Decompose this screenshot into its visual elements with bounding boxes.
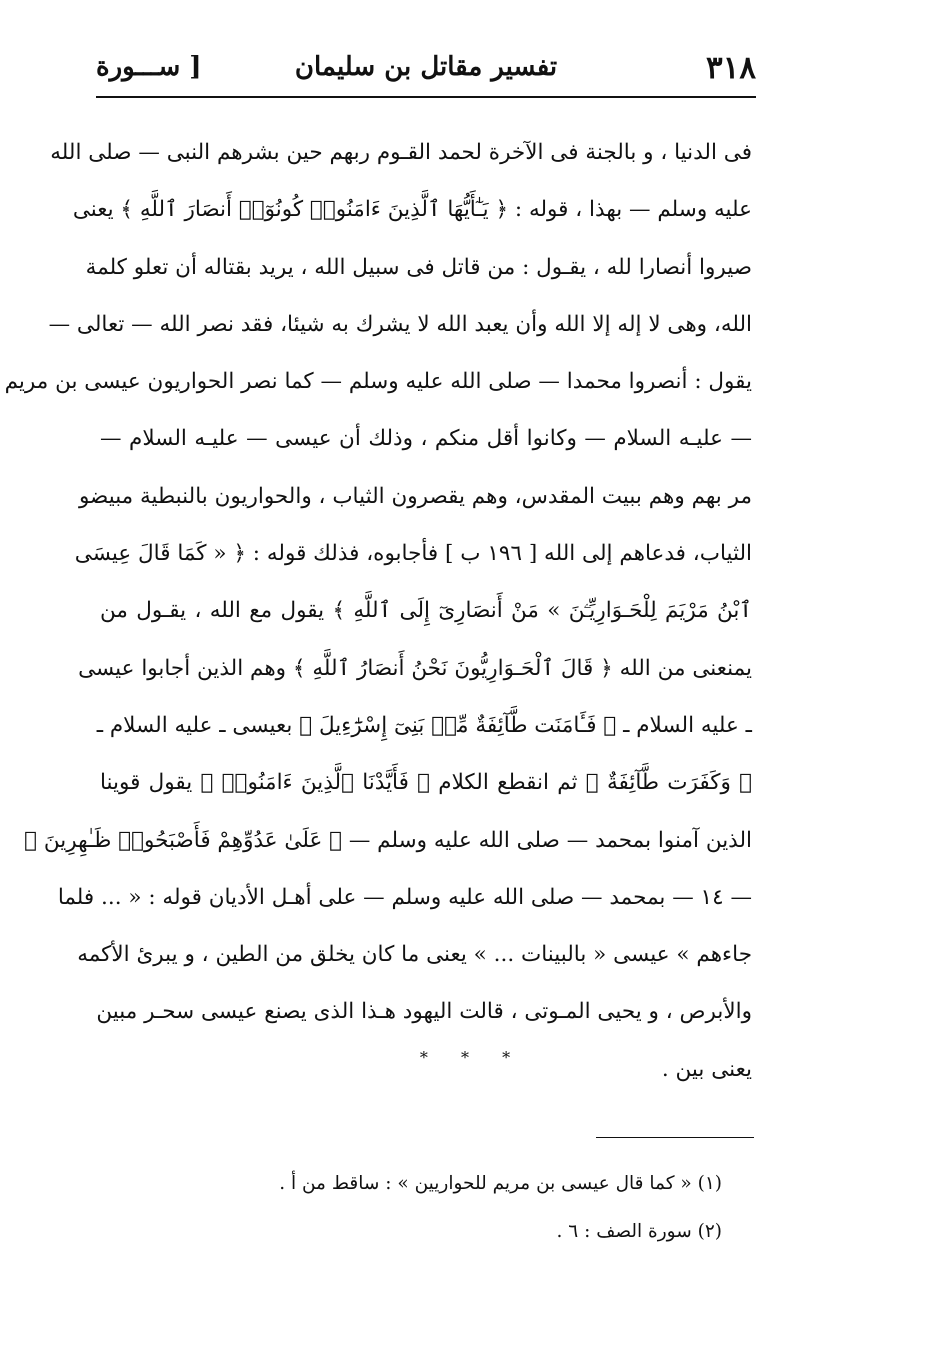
page-number: ٣١٨: [706, 50, 756, 86]
text-line: ﴿ وَكَفَرَت طَّآئِفَةٌ ﴾ ثم انقطع الكلام ﴿ فَأَيَّدْنَا ٱلَّذِينَ ءَامَنُوا۟ ﴾ يقول قوينا: [100, 770, 752, 796]
running-title: تفسير مقاتل بن سليمان: [294, 52, 558, 82]
footnote-2: (٢) سورة الصف : ٦ .: [556, 1221, 722, 1242]
text-line: الثياب، فدعاهم إلى الله [ ١٩٦ ب ] فأجابوه، فذلك قوله : ﴿ « كَمَا قَالَ عِيسَى: [74, 541, 752, 567]
text-line: صيروا أنصارا لله ، يقـول : من قاتل فى سبيل الله ، يريد بقتاله أن تعلو كلمة: [85, 254, 752, 280]
header-rule: [96, 96, 756, 98]
text-line: يقول : أنصروا محمدا — صلى الله عليه وسلم — كما نصر الحواريون عيسى بن مريم: [4, 369, 752, 395]
footnotes: [279, 1160, 722, 1256]
text-line: عليه وسلم — بهذا ، قوله : ﴿ يَـٰٓأَيُّهَا ٱلَّذِينَ ءَامَنُوا۟ كُونُوٓا۟ أَنصَارَ ٱللَّهِ ﴾ يعنى: [72, 197, 752, 223]
surah-label: [ ســـورة: [96, 52, 202, 82]
text-line: والأبرص ، و يحيى المـوتى ، قالت اليهود هـذا الذى يصنع عيسى سحـر مبين: [96, 999, 752, 1025]
text-line: جاءهم » عيسى « بالبينات ... » يعنى ما كان يخلق من الطين ، و يبرئ الأكمه: [77, 942, 752, 968]
text-line: يمنعنى من الله ﴿ قَالَ ٱلْحَـوَارِيُّونَ نَحْنُ أَنصَارُ ٱللَّهِ ﴾ وهم الذين أجابوا عيسى: [78, 655, 752, 681]
footnote-1: (١) « كما قال عيسى بن مريم للحواريين » : ساقط من أ .: [279, 1173, 722, 1194]
text-line: ـ عليه السلام ـ ﴿ فَـَٔامَنَت طَّآئِفَةٌ مِّنۢ بَنِىٓ إِسْرَٰٓءِيلَ ﴾ بعيسى ـ عليه السلام ـ: [96, 712, 752, 738]
page-header: [96, 40, 756, 98]
text-line: الذين آمنوا بمحمد — صلى الله عليه وسلم — ﴿ عَلَىٰ عَدُوِّهِمْ فَأَصْبَحُوا۟ ظَـٰهِرِينَ ﴾: [24, 827, 752, 853]
text-line: مر بهم وهم ببيت المقدس، وهم يقصرون الثياب ، والحواريون بالنبطية مبيضو: [78, 483, 752, 509]
footnote-rule: [596, 1137, 754, 1138]
text-line: فى الدنيا ، و بالجنة فى الآخرة لحمد القـوم ربهم حين بشرهم النبى — صلى الله: [50, 140, 752, 165]
body-text: [4, 124, 752, 1098]
section-separator: * * *: [419, 1048, 525, 1067]
text-line: يعنى بين .: [661, 1056, 752, 1082]
text-line: — ١٤ — بمحمد — صلى الله عليه وسلم — على أهـل الأديان قوله : « ... فلما: [57, 884, 752, 910]
text-line: — عليـه السلام — وكانوا أقل منكم ، وذلك أن عيسى — عليـه السلام —: [100, 426, 752, 452]
text-line: الله، وهى لا إله إلا الله وأن يعبد الله لا يشرك به شيئا، فقد نصر الله — تعالى —: [48, 311, 752, 337]
text-line: ٱبْنُ مَرْيَمَ لِلْحَـوَارِيِّـۧنَ » مَنْ أَنصَارِىٓ إِلَى ٱللَّهِ ﴾ يقول مع الله ، يقـول من: [100, 598, 752, 624]
